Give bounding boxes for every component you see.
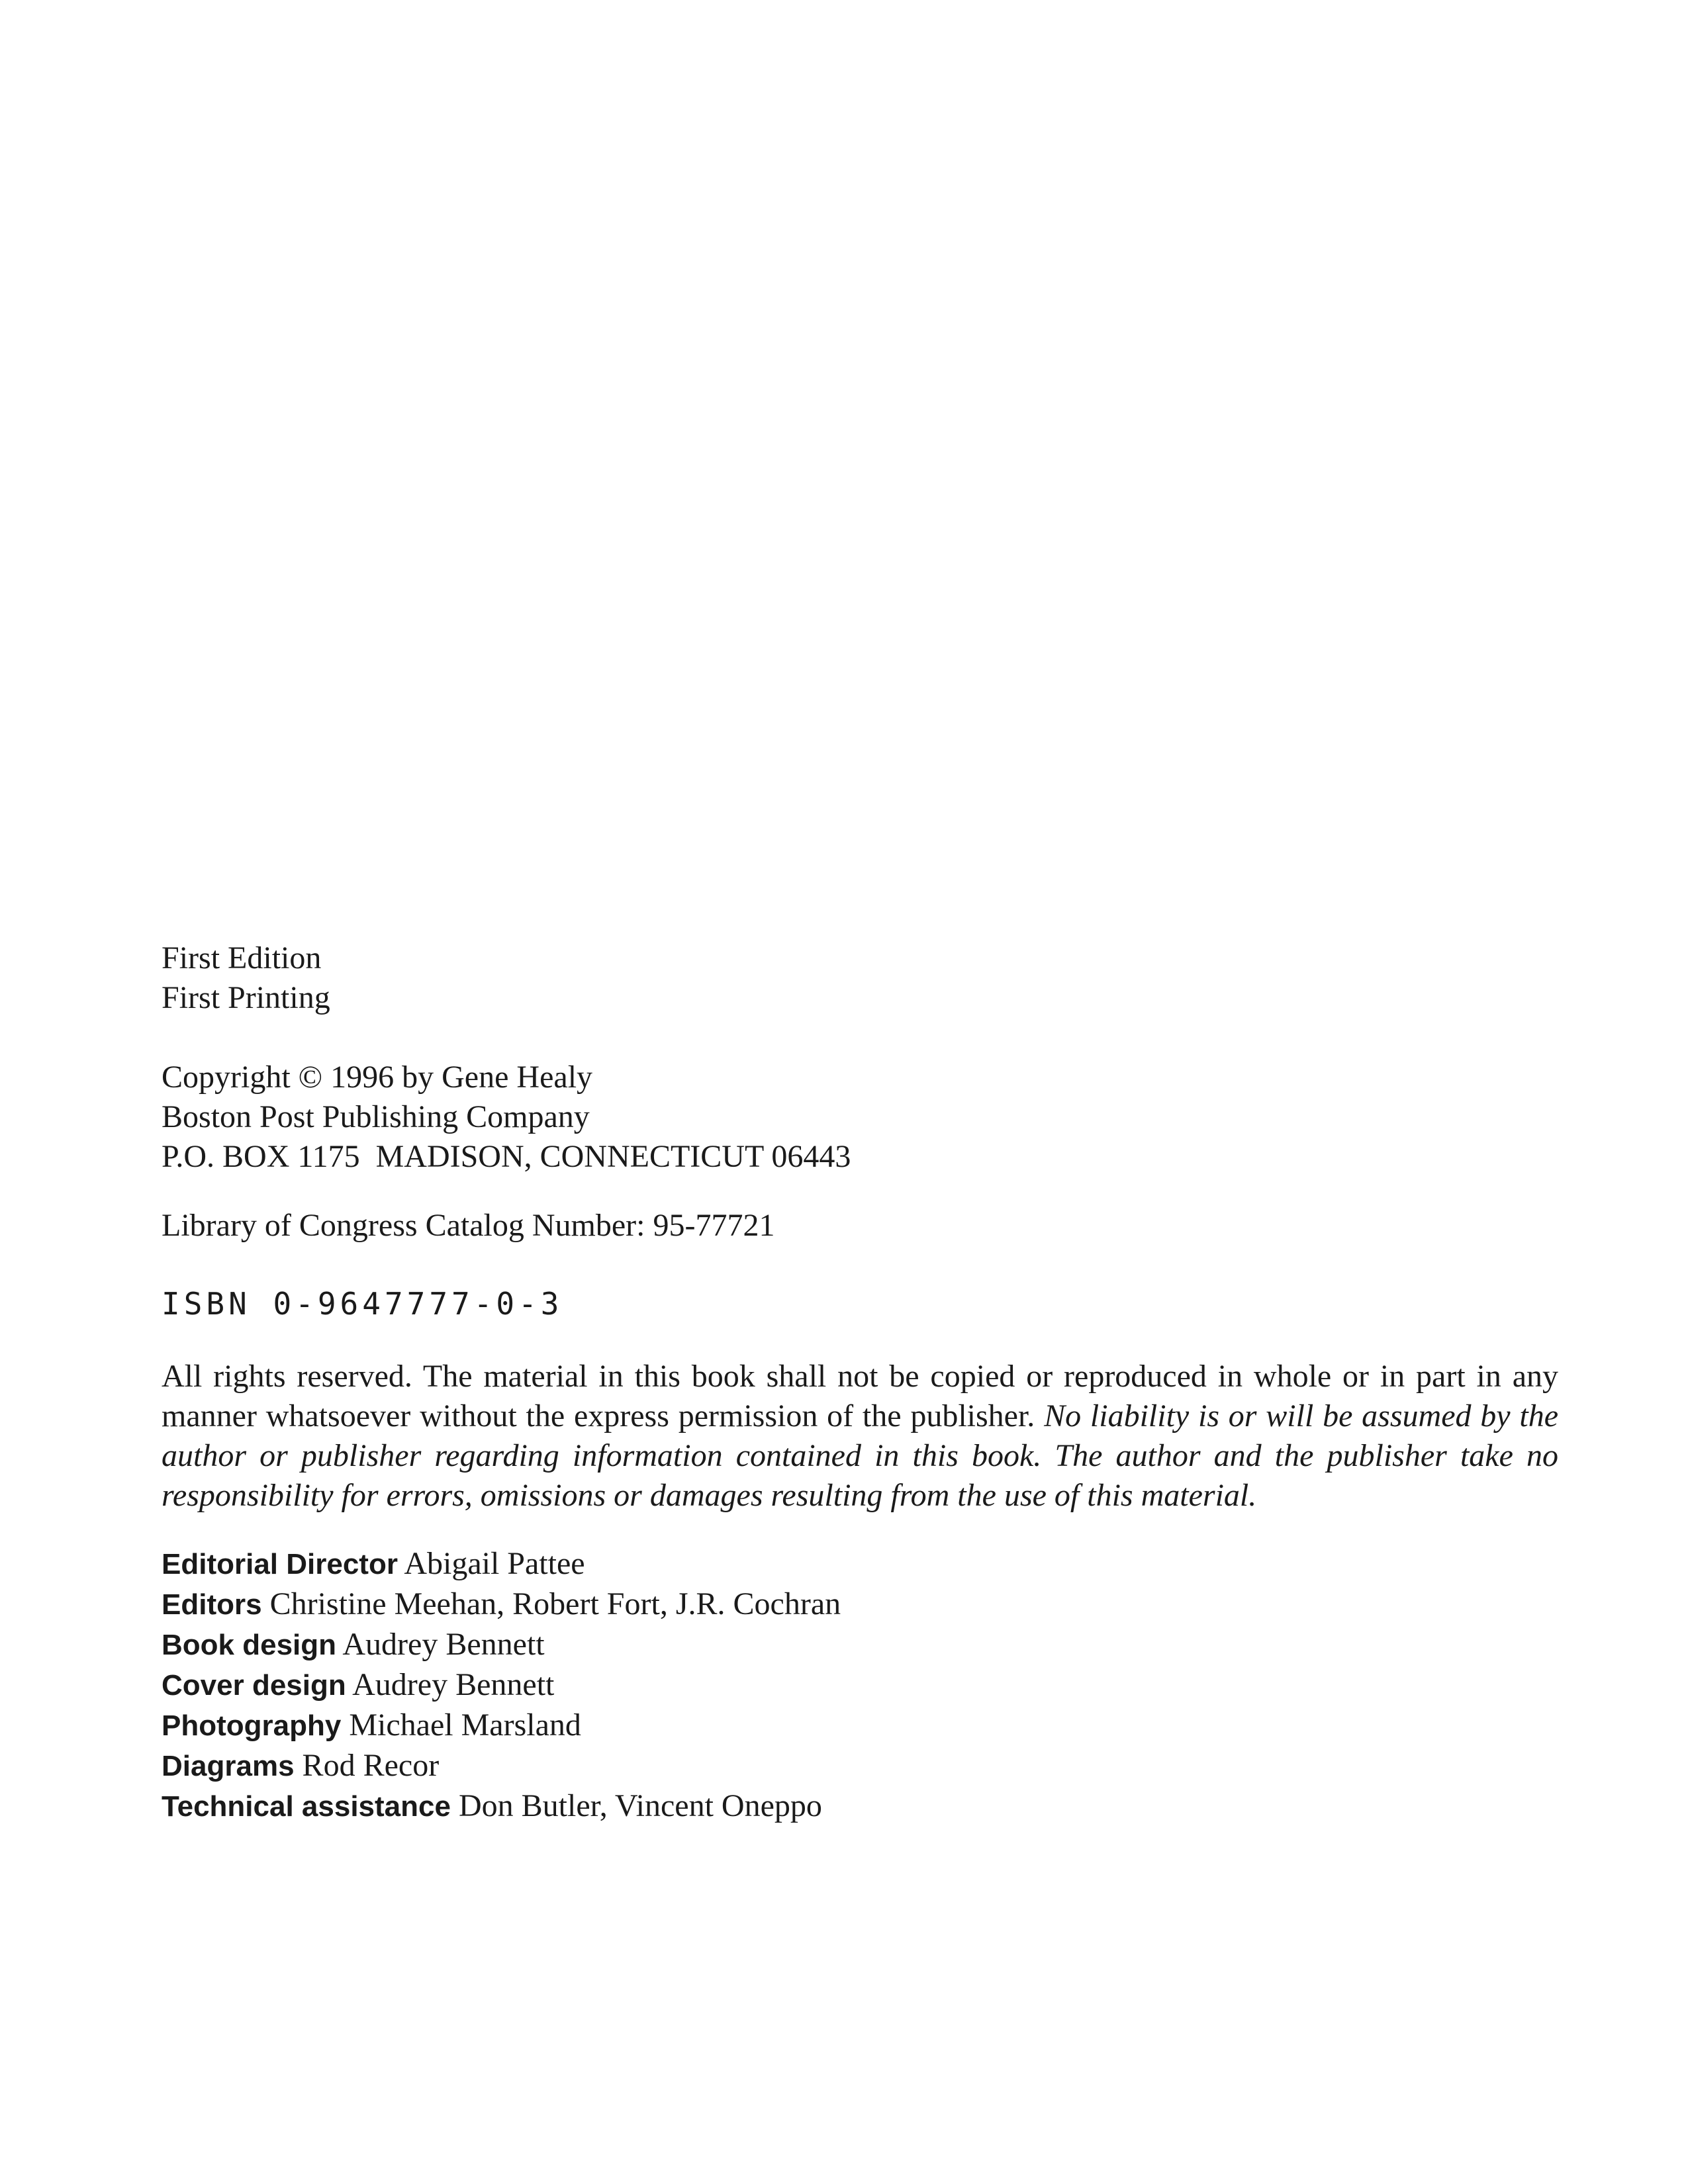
credit-names: Don Butler, Vincent Oneppo — [458, 1788, 822, 1823]
credit-role: Editorial Director — [162, 1548, 398, 1580]
copyright-info — [162, 1058, 1571, 1177]
library-catalog-info — [162, 1206, 1571, 1246]
credit-role: Cover design — [162, 1669, 346, 1702]
credit-item — [162, 1706, 1571, 1746]
credit-names: Michael Marsland — [349, 1707, 581, 1743]
publisher-address: P.O. BOX 1175 MADISON, CONNECTICUT 06443 — [162, 1139, 851, 1174]
credit-role: Technical assistance — [162, 1790, 451, 1823]
credits-list — [162, 1544, 1571, 1827]
credit-item — [162, 1625, 1571, 1665]
credit-role: Photography — [162, 1709, 342, 1742]
copyright-line — [162, 1058, 1571, 1097]
credit-names: Audrey Bennett — [342, 1627, 545, 1662]
catalog-number: Library of Congress Catalog Number: 95-77721 — [162, 1208, 775, 1243]
rights-statement — [162, 1357, 1558, 1516]
credit-role: Book design — [162, 1629, 337, 1661]
credit-role: Diagrams — [162, 1750, 295, 1782]
copyright-prefix: Copyright — [162, 1060, 291, 1095]
edition-line: First Edition — [162, 940, 322, 976]
credit-role: Editors — [162, 1588, 262, 1621]
credit-item — [162, 1665, 1571, 1706]
edition-info — [162, 938, 1571, 1018]
credit-names: Abigail Pattee — [404, 1546, 585, 1581]
copyright-icon: © — [298, 1060, 323, 1095]
credit-names: Audrey Bennett — [352, 1667, 555, 1702]
publisher-name: Boston Post Publishing Company — [162, 1099, 590, 1134]
credit-item — [162, 1544, 1571, 1584]
credit-names: Rod Recor — [302, 1748, 440, 1783]
credit-names: Christine Meehan, Robert Fort, J.R. Cochran — [269, 1586, 841, 1621]
isbn-info — [162, 1284, 1571, 1324]
liability-disclaimer: No liability is or will be assumed by the author or publisher regarding information contained in this book. The author and the publisher take no responsibility for errors, omissions or damages resulting from the use of this material. — [162, 1398, 1559, 1513]
credit-item — [162, 1746, 1571, 1786]
credit-item — [162, 1786, 1571, 1827]
copyright-statement: 1996 by Gene Healy — [330, 1060, 593, 1095]
printing-line: First Printing — [162, 980, 330, 1015]
isbn-number: ISBN 0-9647777-0-3 — [162, 1286, 563, 1322]
rights-plain-text: All rights reserved. The material in this book shall not be copied or reproduced in whole or in part in any manner whatsoever without the express permission of the publisher. — [162, 1359, 1558, 1433]
credit-item — [162, 1584, 1571, 1625]
